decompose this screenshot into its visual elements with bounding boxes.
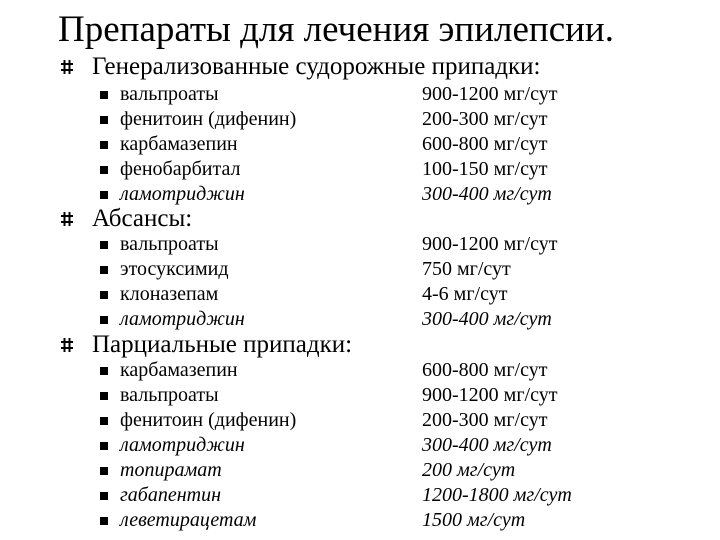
list-item	[100, 383, 700, 408]
drug-name: фенитоин (дифенин)	[120, 409, 297, 431]
drug-dose: 100-150 мг/сут	[422, 158, 548, 180]
section-heading-absences	[60, 204, 192, 234]
list-item	[100, 157, 700, 182]
list-item	[100, 107, 700, 132]
drug-dose: 600-800 мг/сут	[422, 359, 548, 381]
drug-dose: 4-6 мг/сут	[422, 283, 508, 305]
list-item	[100, 358, 700, 383]
section-label: Генерализованные судорожные припадки:	[92, 53, 541, 80]
drug-dose: 300-400 мг/сут	[422, 308, 552, 330]
drug-name: леветирацетам	[120, 509, 257, 531]
drug-name: габапентин	[120, 484, 222, 506]
drug-dose: 900-1200 мг/сут	[422, 233, 558, 255]
square-bullet-icon	[100, 517, 108, 525]
drug-name: вальпроаты	[120, 384, 219, 406]
drug-dose: 200-300 мг/сут	[422, 409, 548, 431]
drug-name: ламотриджин	[120, 308, 245, 330]
list-item	[100, 232, 700, 257]
square-bullet-icon	[100, 291, 108, 299]
list-item	[100, 408, 700, 433]
list-item	[100, 483, 700, 508]
square-bullet-icon	[100, 241, 108, 249]
drug-dose: 900-1200 мг/сут	[422, 384, 558, 406]
drug-dose: 900-1200 мг/сут	[422, 83, 558, 105]
section-heading-partial	[60, 330, 352, 360]
square-bullet-icon	[100, 166, 108, 174]
square-bullet-icon	[100, 266, 108, 274]
section-label: Парциальные припадки:	[92, 331, 353, 358]
list-item	[100, 508, 700, 533]
square-bullet-icon	[100, 392, 108, 400]
square-bullet-icon	[100, 116, 108, 124]
drug-dose: 200-300 мг/сут	[422, 108, 548, 130]
drug-name: топирамат	[120, 459, 222, 481]
drug-dose: 1200-1800 мг/сут	[422, 484, 572, 506]
list-item	[100, 458, 700, 483]
drug-dose: 1500 мг/сут	[422, 509, 526, 531]
list-item	[100, 257, 700, 282]
drug-name: фенитоин (дифенин)	[120, 108, 297, 130]
drug-dose: 600-800 мг/сут	[422, 133, 548, 155]
square-bullet-icon	[100, 367, 108, 375]
drug-name: фенобарбитал	[120, 158, 241, 180]
drug-name: ламотриджин	[120, 183, 245, 205]
list-item	[100, 282, 700, 307]
drug-name: этосуксимид	[120, 258, 229, 280]
drug-name: вальпроаты	[120, 83, 219, 105]
drug-name: ламотриджин	[120, 434, 245, 456]
square-bullet-icon	[100, 417, 108, 425]
square-bullet-icon	[100, 191, 108, 199]
drug-dose: 300-400 мг/сут	[422, 183, 552, 205]
drug-name: карбамазепин	[120, 133, 238, 155]
hash-icon	[60, 337, 74, 353]
list-item	[100, 82, 700, 107]
drug-name: вальпроаты	[120, 233, 219, 255]
list-item	[100, 132, 700, 157]
drug-dose: 300-400 мг/сут	[422, 434, 552, 456]
section-label: Абсансы:	[92, 205, 193, 232]
drug-name: карбамазепин	[120, 359, 238, 381]
square-bullet-icon	[100, 467, 108, 475]
square-bullet-icon	[100, 316, 108, 324]
square-bullet-icon	[100, 442, 108, 450]
hash-icon	[60, 59, 74, 75]
page-title: Препараты для лечения эпилепсии.	[58, 9, 614, 50]
square-bullet-icon	[100, 91, 108, 99]
drug-dose: 200 мг/сут	[422, 459, 516, 481]
list-item	[100, 433, 700, 458]
square-bullet-icon	[100, 141, 108, 149]
drug-dose: 750 мг/сут	[422, 258, 511, 280]
square-bullet-icon	[100, 492, 108, 500]
section-heading-generalized	[60, 52, 541, 82]
hash-icon	[60, 211, 74, 227]
list-item	[100, 307, 700, 332]
drug-name: клоназепам	[120, 283, 219, 305]
